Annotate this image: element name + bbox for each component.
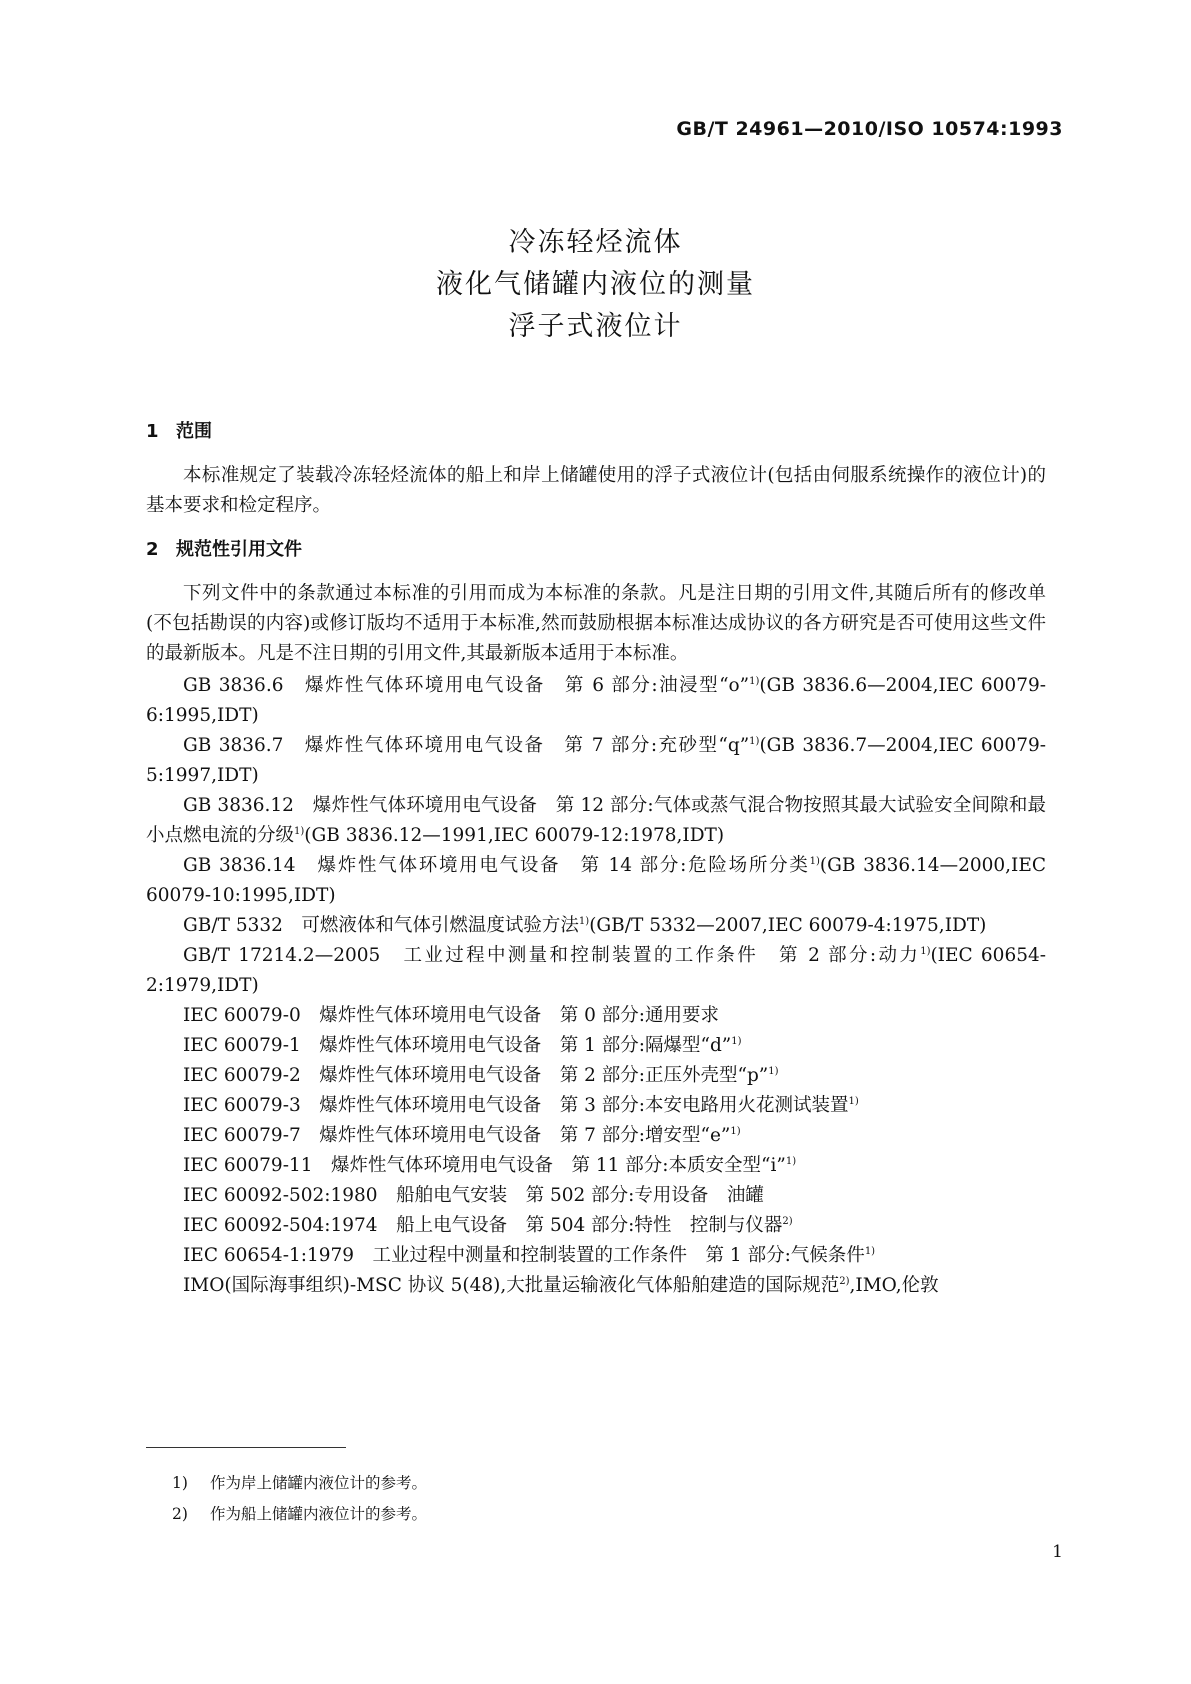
- reference-item: IEC 60079-3 爆炸性气体环境用电气设备 第 3 部分:本安电路用火花测试装置$^{1)}$: [183, 1095, 859, 1116]
- footnote-ref: 1): [749, 675, 760, 687]
- document-body: [146, 407, 1046, 1301]
- footnote-ref: 1): [848, 1095, 859, 1107]
- footnote-ref: 1): [864, 1245, 876, 1257]
- section-1-paragraph: 本标准规定了装载冷冻轻烃流体的船上和岸上储罐使用的浮子式液位计(包括由伺服系统操作的液位计)的基本要求和检定程序。: [146, 465, 1046, 516]
- section-2-intro: 下列文件中的条款通过本标准的引用而成为本标准的条款。凡是注日期的引用文件,其随后所有的修改单(不包括勘误的内容)或修订版均不适用于本标准,然而鼓励根据本标准达成协议的各方研究是否可使用这些文件的最新版本。凡是不注日期的引用文件,其最新版本适用于本标准。: [146, 583, 1046, 664]
- page-number: 1: [1052, 1542, 1063, 1562]
- footnote-ref: 2): [839, 1275, 850, 1287]
- section-2-title: 规范性引用文件: [176, 539, 302, 560]
- footnote-1: 1) 作为岸上储罐内液位计的参考。: [172, 1474, 428, 1492]
- reference-item: IEC 60092-504:1974 船上电气设备 第 504 部分:特性 控制与仪器$^{2)}$: [183, 1215, 793, 1236]
- reference-item: GB/T 5332 可燃液体和气体引燃温度试验方法$^{1)}$(GB/T 5332—2007,IEC 60079-4:1975,IDT): [183, 915, 987, 936]
- footnote-ref: 1): [785, 1155, 797, 1167]
- footnote-2: 2) 作为船上储罐内液位计的参考。: [172, 1505, 428, 1523]
- section-2-heading: [146, 535, 1046, 565]
- document-title: [0, 222, 1191, 348]
- section-2-number: 2: [146, 539, 159, 560]
- section-1-heading: [146, 417, 1046, 447]
- footnote-divider: [146, 1447, 346, 1448]
- reference-item: IEC 60654-1:1979 工业过程中测量和控制装置的工作条件 第 1 部分:气候条件$^{1)}$: [183, 1245, 876, 1266]
- title-line-2: 液化气储罐内液位的测量: [436, 269, 755, 300]
- standard-number: GB/T 24961—2010/ISO 10574:1993: [676, 118, 1063, 140]
- reference-item: IEC 60079-11 爆炸性气体环境用电气设备 第 11 部分:本质安全型“i”$^{1)}$: [183, 1155, 797, 1176]
- reference-item: GB 3836.12 爆炸性气体环境用电气设备 第 12 部分:气体或蒸气混合物按照其最大试验安全间隙和最小点燃电流的分级$^{1)}$(GB 3836.12—1991,IEC 60079-12:1978,IDT): [146, 795, 1046, 846]
- footnote-ref: 1): [768, 1065, 779, 1077]
- title-line-1: 冷冻轻烃流体: [508, 227, 683, 258]
- reference-item: GB 3836.6 爆炸性气体环境用电气设备 第 6 部分:油浸型“o”$^{1)}$(GB 3836.6—2004,IEC 60079-6:1995,IDT): [146, 675, 1046, 726]
- reference-item: IEC 60079-2 爆炸性气体环境用电气设备 第 2 部分:正压外壳型“p”$^{1)}$: [183, 1065, 779, 1086]
- reference-item: GB 3836.14 爆炸性气体环境用电气设备 第 14 部分:危险场所分类$^{1)}$(GB 3836.14—2000,IEC 60079-10:1995,IDT): [146, 855, 1047, 906]
- reference-item: IEC 60079-0 爆炸性气体环境用电气设备 第 0 部分:通用要求: [183, 1005, 719, 1026]
- footnote-ref: 1): [294, 825, 305, 837]
- section-1-title: 范围: [176, 421, 212, 442]
- footnotes: [172, 1468, 427, 1530]
- footnote-ref: 1): [809, 855, 820, 867]
- section-1-number: 1: [146, 421, 159, 442]
- reference-item: IMO(国际海事组织)-MSC 协议 5(48),大批量运输液化气体船舶建造的国际规范$^{2)}$,IMO,伦敦: [183, 1275, 939, 1296]
- reference-item: IEC 60092-502:1980 船舶电气安装 第 502 部分:专用设备 油罐: [183, 1185, 764, 1206]
- footnote-ref: 1): [749, 735, 760, 747]
- footnote-ref: 2): [782, 1215, 793, 1227]
- footnote-ref: 1): [920, 945, 931, 957]
- footnote-ref: 1): [731, 1035, 742, 1047]
- reference-list: [146, 671, 1046, 1301]
- title-line-3: 浮子式液位计: [508, 311, 683, 342]
- footnote-ref: 1): [578, 915, 590, 927]
- footnote-ref: 1): [730, 1125, 741, 1137]
- reference-item: IEC 60079-7 爆炸性气体环境用电气设备 第 7 部分:增安型“e”$^{1)}$: [183, 1125, 741, 1146]
- reference-item: IEC 60079-1 爆炸性气体环境用电气设备 第 1 部分:隔爆型“d”$^{1)}$: [183, 1035, 742, 1056]
- reference-item: GB 3836.7 爆炸性气体环境用电气设备 第 7 部分:充砂型“q”$^{1)}$(GB 3836.7—2004,IEC 60079-5:1997,IDT): [146, 735, 1046, 786]
- reference-item: GB/T 17214.2—2005 工业过程中测量和控制装置的工作条件 第 2 部分:动力$^{1)}$(IEC 60654-2:1979,IDT): [146, 945, 1046, 996]
